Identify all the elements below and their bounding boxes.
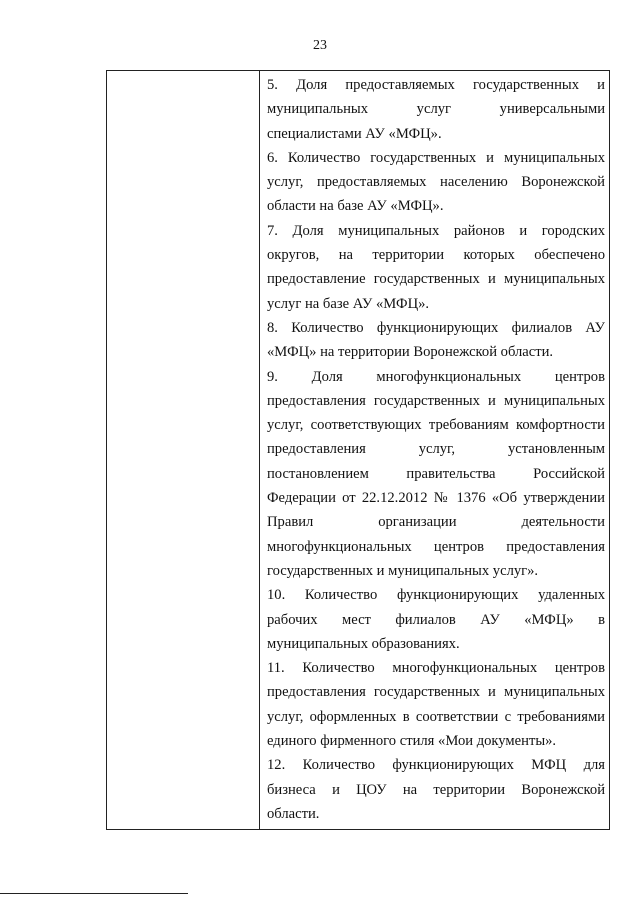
text-line: 11. Количество многофункциональных центров xyxy=(267,660,605,677)
text-line: рабочих мест филиалов АУ «МФЦ» в xyxy=(267,611,605,628)
text-line: Правил организации деятельности xyxy=(267,514,605,531)
text-line: услуг, оформленных в соответствии с требованиями xyxy=(267,708,605,725)
text-line: услуг на базе АУ «МФЦ». xyxy=(267,295,430,312)
text-line: муниципальных образованиях. xyxy=(267,635,460,652)
indicators-cell xyxy=(267,73,605,826)
indicator-item-6 xyxy=(267,146,605,219)
text-line: предоставление государственных и муниципальных xyxy=(267,271,605,288)
text-line: 8. Количество функционирующих филиалов АУ xyxy=(267,319,605,336)
text-line: 7. Доля муниципальных районов и городских xyxy=(267,222,605,239)
text-line: 5. Доля предоставляемых государственных и xyxy=(267,77,605,93)
text-line: области на базе АУ «МФЦ». xyxy=(267,198,444,215)
indicators-table xyxy=(106,70,610,830)
text-line: услуг, предоставляемых населению Воронежской xyxy=(267,174,605,191)
text-line: предоставления государственных и муниципальных xyxy=(267,392,605,409)
page-number: 23 xyxy=(313,38,327,53)
text-line: единого фирменного стиля «Мои документы». xyxy=(267,733,557,750)
text-line: 10. Количество функционирующих удаленных xyxy=(267,587,605,604)
indicator-item-9 xyxy=(267,365,605,584)
text-line: постановлением правительства Российской xyxy=(267,465,605,482)
text-line: многофункциональных центров предоставления xyxy=(267,538,605,555)
column-divider xyxy=(259,71,260,829)
text-line: предоставления государственных и муниципальных xyxy=(267,684,605,701)
indicator-item-12 xyxy=(267,753,605,826)
text-line: услуг, соответствующих требованиям комфортности xyxy=(267,417,605,434)
text-line: предоставления услуг, установленным xyxy=(267,441,605,458)
text-line: округов, на территории которых обеспечено xyxy=(267,247,605,264)
text-line: 9. Доля многофункциональных центров xyxy=(267,368,605,385)
text-line: 12. Количество функционирующих МФЦ для xyxy=(267,757,605,774)
text-line: государственных и муниципальных услуг». xyxy=(267,562,539,579)
text-line: муниципальных услуг универсальными xyxy=(267,101,605,118)
text-line: специалистами АУ «МФЦ». xyxy=(267,125,442,142)
indicator-item-11 xyxy=(267,656,605,753)
text-line: области. xyxy=(267,805,320,822)
text-line: бизнеса и ЦОУ на территории Воронежской xyxy=(267,781,605,798)
text-line: «МФЦ» на территории Воронежской области. xyxy=(267,344,554,361)
indicator-item-8 xyxy=(267,316,605,365)
footnote-separator xyxy=(0,893,188,894)
indicator-item-7 xyxy=(267,219,605,316)
text-line: 6. Количество государственных и муниципальных xyxy=(267,149,605,166)
text-line: Федерации от 22.12.2012 № 1376 «Об утверждении xyxy=(267,490,605,507)
indicator-item-10 xyxy=(267,583,605,656)
indicator-item-5 xyxy=(267,73,605,146)
